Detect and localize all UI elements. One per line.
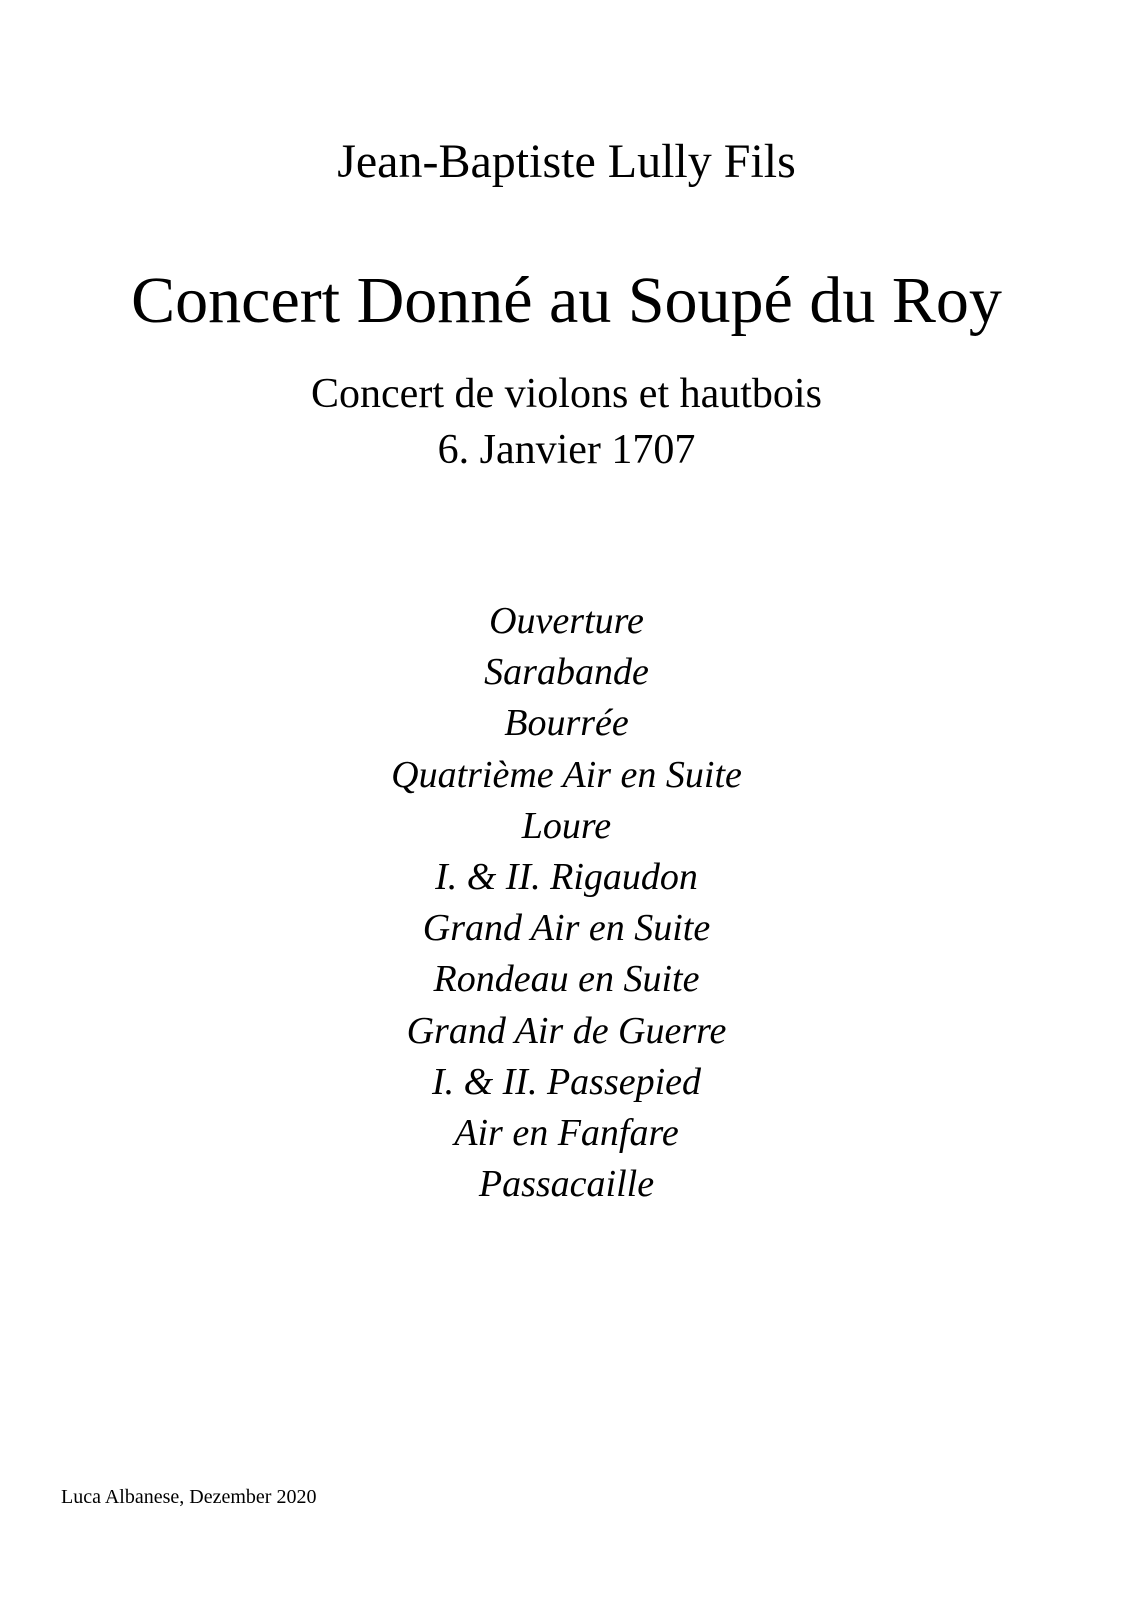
work-title: Concert Donné au Soupé du Roy [131,264,1002,337]
footer-credit: Luca Albanese, Dezember 2020 [61,1486,317,1508]
movement-item: I. & II. Rigaudon [435,856,698,899]
movement-item: Air en Fanfare [454,1112,679,1155]
movement-item: Sarabande [484,651,649,694]
movement-item: Passacaille [478,1163,655,1206]
movement-item: Ouverture [489,600,644,642]
movement-item: Grand Air en Suite [422,907,711,950]
subtitle: Concert de violons et hautbois [311,371,822,417]
movement-item: Bourrée [504,702,629,745]
movement-item: Grand Air de Guerre [406,1009,727,1052]
movement-item: Quatrième Air en Suite [391,753,742,796]
movement-item: I. & II. Passepied [431,1060,702,1103]
date: 6. Janvier 1707 [437,427,696,473]
subtitle-block [0,366,1133,478]
movement-item: Rondeau en Suite [433,958,700,1001]
movement-list [0,596,1133,1210]
composer-name: Jean-Baptiste Lully Fils [337,135,796,188]
movement-item: Loure [521,804,612,847]
